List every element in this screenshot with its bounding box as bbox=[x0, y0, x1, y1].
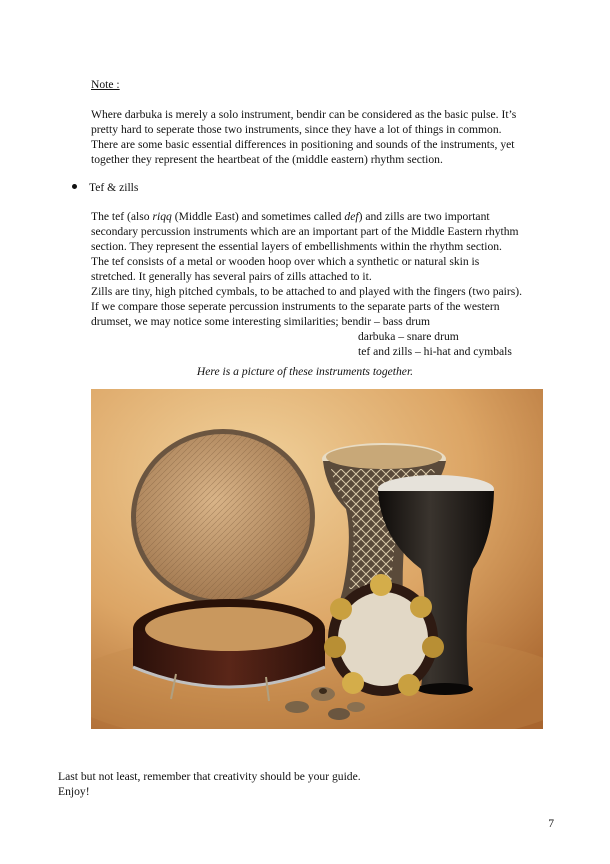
intro-text: ) and zills are two important bbox=[358, 210, 490, 223]
bendir-skin bbox=[131, 429, 315, 605]
closing-line: Last but not least, remember that creativity should be your guide. bbox=[58, 770, 361, 783]
tef-line: The tef consists of a metal or wooden hoop over which a synthetic or natural skin is bbox=[91, 255, 480, 268]
tef-line: Zills are tiny, high pitched cymbals, to be attached to and played with the fingers (two pairs). bbox=[91, 285, 522, 298]
page-number: 7 bbox=[548, 817, 554, 830]
tef-paragraph bbox=[91, 209, 551, 359]
term-riqq: riqq bbox=[152, 210, 172, 223]
closing-line: Enjoy! bbox=[58, 785, 90, 798]
instruments-photo bbox=[91, 389, 543, 729]
tef-line: If we compare those seperate percussion instruments to the separate parts of the western bbox=[91, 300, 500, 313]
photo-caption: Here is a picture of these instruments together. bbox=[196, 365, 414, 378]
bullet-title: Tef & zills bbox=[89, 181, 139, 194]
tef-line: secondary percussion instruments which are an important part of the Middle Eastern rhythm bbox=[91, 225, 519, 238]
intro-text: (Middle East) and sometimes called bbox=[171, 210, 345, 223]
comparison-line: darbuka – snare drum bbox=[358, 330, 459, 343]
tef-line: stretched. It generally has several pairs of zills attached to it. bbox=[91, 270, 372, 283]
bullet-item bbox=[72, 180, 138, 195]
term-def: def bbox=[344, 210, 359, 223]
closing-text bbox=[58, 769, 361, 799]
tef-line: section. They represent the essential layers of embellishments within the rhythm section. bbox=[91, 240, 502, 253]
note-line: There are some basic essential differences in positioning and sounds of the instruments, yet bbox=[91, 138, 515, 151]
note-paragraph bbox=[91, 107, 551, 167]
tef-line: drumset, we may notice some interesting similarities; bendir – bass drum bbox=[91, 315, 431, 328]
note-label: Note : bbox=[91, 78, 120, 91]
note-line: together they represent the heartbeat of the (middle eastern) rhythm section. bbox=[91, 153, 443, 166]
bullet-dot-icon bbox=[72, 184, 77, 189]
note-line: pretty hard to seperate those two instruments, since they have a lot of things in common. bbox=[91, 123, 502, 136]
tef-intro-line bbox=[91, 209, 551, 224]
intro-text: The tef (also bbox=[91, 210, 153, 223]
note-line: Where darbuka is merely a solo instrument, bendir can be considered as the basic pulse. It’s bbox=[91, 108, 517, 121]
instruments-illustration bbox=[91, 389, 543, 729]
comparison-line: tef and zills – hi-hat and cymbals bbox=[358, 345, 512, 358]
